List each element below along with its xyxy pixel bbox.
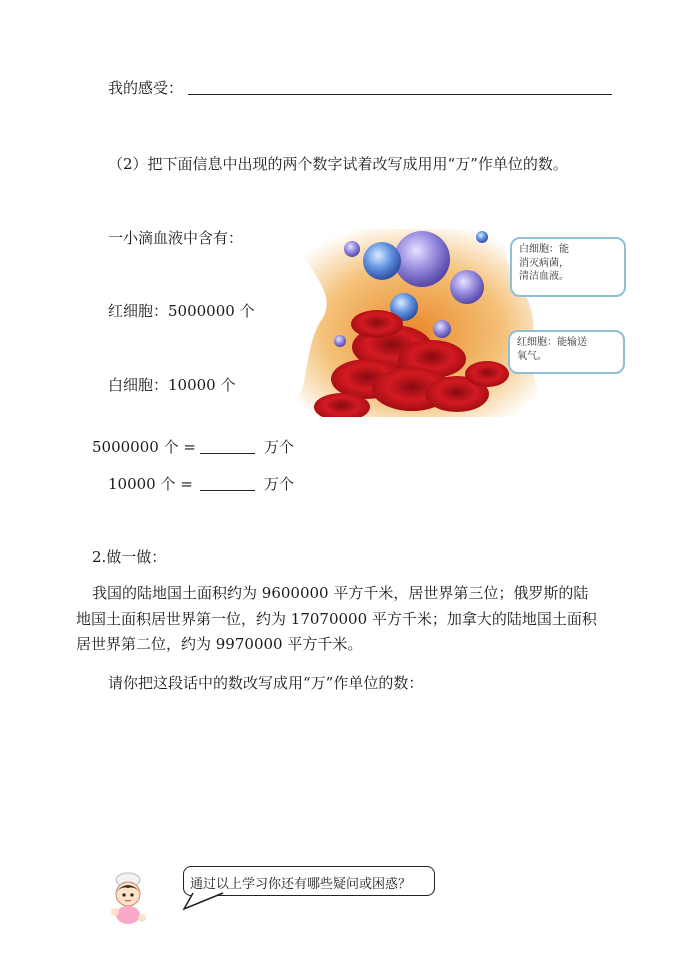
- paragraph-line: 我国的陆地国土面积约为 9600000 平方千米，居世界第三位；俄罗斯的陆: [92, 584, 589, 602]
- section-2-heading: 2.做一做：: [92, 548, 167, 566]
- conversion-unit: 万个: [264, 438, 295, 456]
- red-bubble-line: 红细胞：能输送: [517, 337, 587, 348]
- mascot-icon: [106, 872, 156, 926]
- white-bubble-line: 消灭病菌，: [519, 257, 569, 269]
- conversion-blank[interactable]: [200, 490, 255, 491]
- conversion-unit: 万个: [264, 475, 295, 493]
- white-bubble-line: 清洁血液。: [519, 271, 569, 282]
- red-bubble-line: 氧气。: [517, 350, 547, 362]
- red-cell-count: 红细胞：5000000 个: [108, 302, 255, 320]
- paragraph-line: 地国土面积居世界第一位，约为 17070000 平方千米；加拿大的陆地国土面积: [76, 610, 597, 628]
- question-2: （2）把下面信息中出现的两个数字试着改写成用用“万”作单位的数。: [108, 155, 568, 173]
- white-cell-count: 白细胞：10000 个: [108, 376, 236, 394]
- blood-intro: 一小滴血液中含有：: [108, 229, 244, 247]
- paragraph-line: 居世界第二位，约为 9970000 平方千米。: [76, 635, 363, 653]
- feeling-label: 我的感受：: [108, 79, 184, 97]
- red-cell-bubble: [508, 330, 625, 374]
- instruction: 请你把这段话中的数改写成用“万”作单位的数：: [108, 674, 424, 692]
- conversion-left: 10000 个 =: [108, 475, 193, 493]
- conversion-blank[interactable]: [200, 453, 255, 454]
- speech-bubble-tail: [183, 892, 233, 912]
- white-cell-bubble: [510, 237, 626, 297]
- white-bubble-line: 白细胞：能: [519, 244, 569, 255]
- feeling-answer-line[interactable]: [188, 94, 612, 95]
- conversion-left: 5000000 个 =: [92, 438, 196, 456]
- footer-question: 通过以上学习你还有哪些疑问或困惑？: [190, 877, 412, 892]
- blood-cells-illustration: [282, 229, 626, 417]
